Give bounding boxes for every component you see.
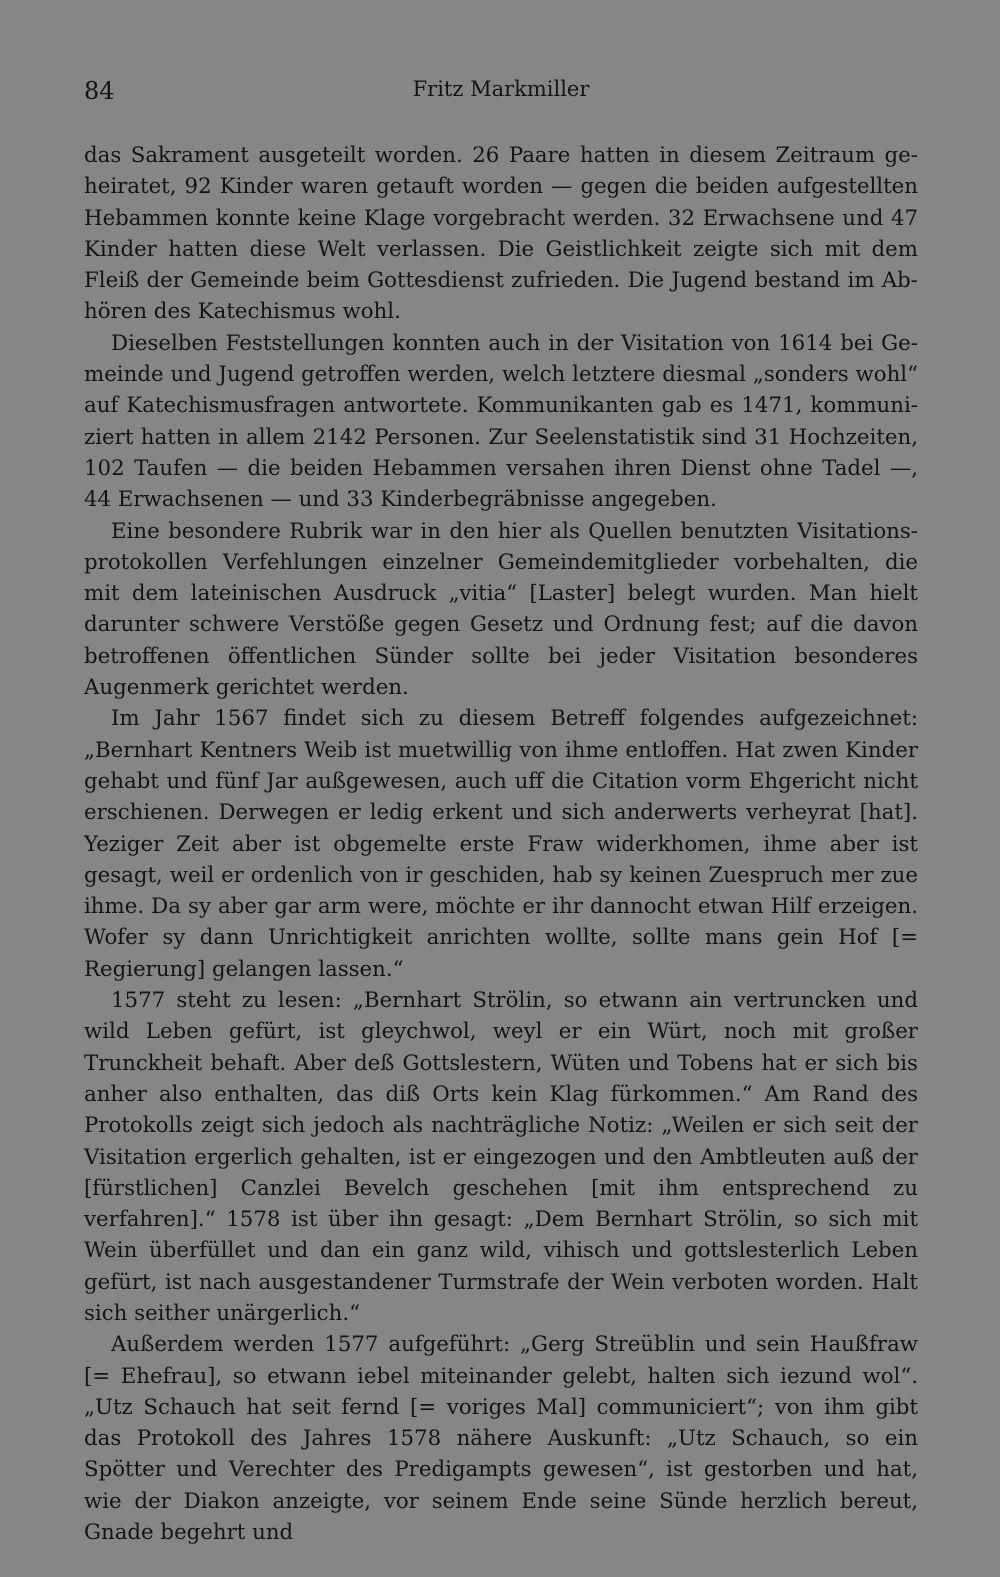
paragraph-continuation: das Sakrament ausgeteilt worden. 26 Paare hatten in diesem Zeitraum geheiratet, 92 Kinder waren getauft worden — gegen die beiden aufgestellten Hebammen konnte keine Klage vorgebracht werden. 32 Erwachsene und 47 Kinder hatten diese Welt verlassen. Die Geistlichkeit zeigte sich mit dem Fleiß der Gemeinde beim Gottesdienst zufrieden. Die Jugend bestand im Abhören des Katechismus wohl. [84,143,918,325]
paragraph: 1577 steht zu lesen: „Bernhart Strölin, so etwann ain vertruncken und wild Leben gefürt, ist gleychwol, weyl er ein Würt, noch mit großer Trunckheit behaft. Aber deß Gottslestern, Wüten und Tobens hat er sich bis anher also enthalten, das diß Orts kein Klag fürkommen.“ Am Rand des Protokolls zeigt sich jedoch als nachträgliche Notiz: „Weilen er sich seit der Visitation ergerlich gehalten, ist er eingezogen und den Ambtleuten auß der [fürstlichen] Canzlei Bevelch geschehen [mit ihm entsprechend zu verfahren].“ 1578 ist über ihn gesagt: „Dem Bernhart Strölin, so sich mit Wein überfüllet und dan ein ganz wild, vihisch und gottslesterlich Leben gefürt, ist nach ausgestandener Turmstrafe der Wein verboten worden. Halt sich seither unärgerlich.“ [84,988,918,1326]
running-head-author: Fritz Markmiller [412,77,590,101]
page-number: 84 [84,77,115,105]
paragraph: Eine besondere Rubrik war in den hier als Quellen benutzten Visitationsprotokollen Verfehlungen einzelner Gemeindemitglieder vorbehalten, die mit dem lateinischen Ausdruck „vitia“ [Laster] belegt wurden. Man hielt darunter schwere Verstöße gegen Gesetz und Ordnung fest; auf die davon betroffenen öffentlichen Sünder sollte bei jeder Visitation besonderes Augenmerk gerichtet werden. [84,518,918,701]
page-header [84,77,918,117]
paragraph: Außerdem werden 1577 aufgeführt: „Gerg Streüblin und sein Haußfraw [= Ehefrau], so etwann iebel miteinander gelebt, halten sich iezund wol“. „Utz Schauch hat seit fernd [= voriges Mal] communiciert“; von ihm gibt das Protokoll des Jahres 1578 nähere Auskunft: „Utz Schauch, so ein Spötter und Verechter des Predigampts gewesen“, ist gestorben und hat, wie der Diakon anzeigte, vor seinem Ende seine Sünde herzlich bereut, Gnade begehrt und [84,1332,918,1546]
paragraph: Im Jahr 1567 findet sich zu diesem Betreff folgendes aufgezeichnet: „Bernhart Kentners Weib ist muetwillig von ihme entloffen. Hat zwen Kinder gehabt und fünf Jar außgewesen, auch uff die Citation vorm Ehgericht nicht erschienen. Derwegen er ledig erkent und sich anderwerts verheyrat [hat]. Yeziger Zeit aber ist obgemelte erste Fraw widerkhomen, ihme aber ist gesagt, weil er ordenlich von ir geschiden, hab sy keinen Zuespruch mer zue ihme. Da sy aber gar arm were, möchte er ihr dannocht etwan Hilf erzeigen. Wofer sy dann Unrichtigkeit anrichten wollte, sollte mans gein Hof [= Regierung] gelangen lassen.“ [84,706,918,982]
body-text [84,140,918,1548]
paragraph: Dieselben Feststellungen konnten auch in der Visitation von 1614 bei Gemeinde und Jugend getroffen werden, welch letztere diesmal „sonders wohl“ auf Katechismusfragen antwortete. Kommunikanten gab es 1471, kommuniziert hatten in allem 2142 Personen. Zur Seelenstatistik sind 31 Hochzeiten, 102 Taufen — die beiden Hebammen versahen ihren Dienst ohne Tadel —, 44 Erwachsenen — und 33 Kinderbegräbnisse angegeben. [84,330,918,513]
